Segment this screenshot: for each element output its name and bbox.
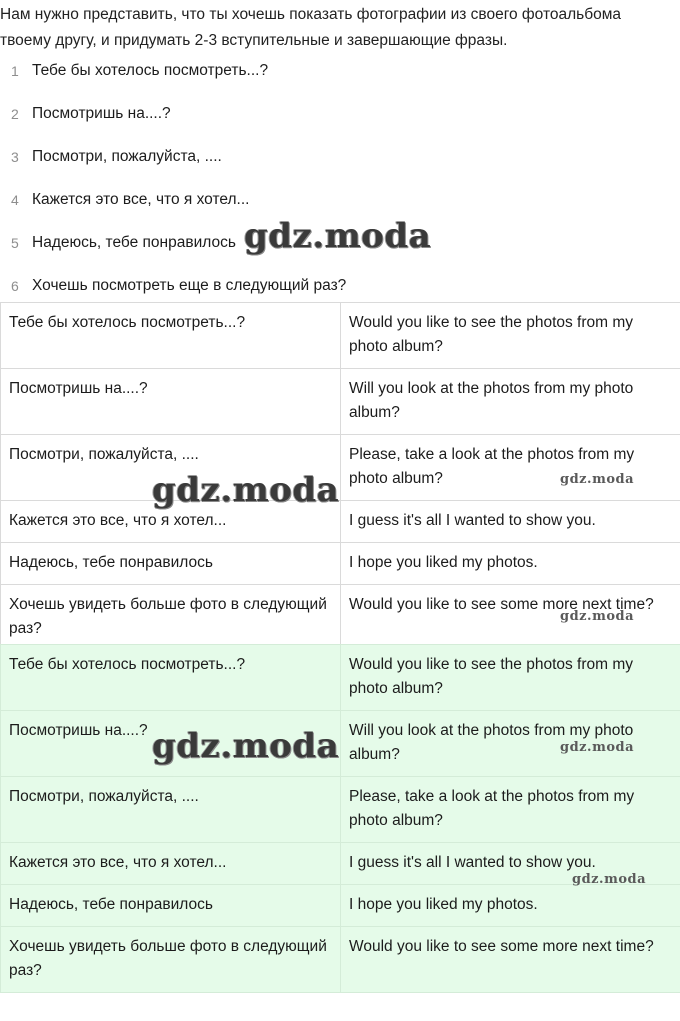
list-number: 4 xyxy=(11,192,19,208)
list-number: 2 xyxy=(11,106,19,122)
list-item xyxy=(0,144,680,187)
russian-cell: Посмотри, пожалуйста, .... xyxy=(1,777,341,843)
russian-cell: Посмотришь на....? xyxy=(1,369,341,435)
table-row xyxy=(1,927,680,993)
watermark: gdz.moda xyxy=(152,726,340,766)
list-item xyxy=(0,58,680,101)
english-cell: Would you like to see some more next time? xyxy=(341,927,680,993)
table-row xyxy=(1,585,680,651)
russian-cell: Посмотри, пожалуйста, .... xyxy=(1,435,341,501)
list-text: Посмотри, пожалуйста, .... xyxy=(32,148,222,165)
english-cell: Will you look at the photos from my photo album? xyxy=(341,369,680,435)
table-row xyxy=(1,885,680,927)
english-cell: I guess it's all I wanted to show you. xyxy=(341,501,680,543)
russian-cell: Хочешь увидеть больше фото в следующий раз? xyxy=(1,927,341,993)
table-row xyxy=(1,369,680,435)
english-cell: Would you like to see the photos from my photo album? xyxy=(341,645,680,711)
list-text: Тебе бы хотелось посмотреть...? xyxy=(32,62,269,79)
list-number: 3 xyxy=(11,149,19,165)
watermark: gdz.moda xyxy=(152,470,340,510)
watermark: gdz.moda xyxy=(560,609,635,624)
list-item xyxy=(0,101,680,144)
intro-paragraph: Нам нужно представить, что ты хочешь показать фотографии из своего фотоальбома твоему другу, и придумать 2-3 вступительные и завершающие фразы. xyxy=(0,6,622,49)
table-row xyxy=(1,777,680,843)
russian-cell: Хочешь увидеть больше фото в следующий раз? xyxy=(1,585,341,651)
table-row xyxy=(1,843,680,885)
list-number: 6 xyxy=(11,278,19,294)
translation-table xyxy=(0,302,680,651)
table-row xyxy=(1,501,680,543)
english-cell: I hope you liked my photos. xyxy=(341,543,680,585)
russian-cell: Посмотришь на....? xyxy=(1,711,341,777)
english-cell: Please, take a look at the photos from my photo album? xyxy=(341,435,680,501)
russian-cell: Кажется это все, что я хотел... xyxy=(1,501,341,543)
list-number: 5 xyxy=(11,235,19,251)
english-cell: Please, take a look at the photos from my photo album? xyxy=(341,777,680,843)
russian-cell: Тебе бы хотелось посмотреть...? xyxy=(1,645,341,711)
english-cell: Would you like to see the photos from my photo album? xyxy=(341,303,680,369)
list-item xyxy=(0,230,680,273)
watermark: gdz.moda xyxy=(560,472,635,487)
table-row xyxy=(1,711,680,777)
watermark: gdz.moda xyxy=(572,872,647,887)
list-text: Посмотришь на....? xyxy=(32,105,171,122)
list-text: Хочешь посмотреть еще в следующий раз? xyxy=(32,277,347,294)
english-cell: Would you like to see some more next time? xyxy=(341,585,680,651)
english-cell: I hope you liked my photos. xyxy=(341,885,680,927)
translation-table-highlighted xyxy=(0,644,680,993)
table-row xyxy=(1,543,680,585)
list-text: Надеюсь, тебе понравилось xyxy=(32,234,236,251)
table-row xyxy=(1,645,680,711)
russian-cell: Тебе бы хотелось посмотреть...? xyxy=(1,303,341,369)
list-number: 1 xyxy=(11,63,19,79)
table-row xyxy=(1,303,680,369)
russian-cell: Кажется это все, что я хотел... xyxy=(1,843,341,885)
russian-cell: Надеюсь, тебе понравилось xyxy=(1,543,341,585)
english-cell: Will you look at the photos from my photo album? xyxy=(341,711,680,777)
watermark: gdz.moda xyxy=(560,740,635,755)
phrase-list xyxy=(0,58,680,316)
watermark: gdz.moda xyxy=(244,216,432,256)
table-row xyxy=(1,435,680,501)
english-cell: I guess it's all I wanted to show you. xyxy=(341,843,680,885)
russian-cell: Надеюсь, тебе понравилось xyxy=(1,885,341,927)
list-item xyxy=(0,187,680,230)
list-text: Кажется это все, что я хотел... xyxy=(32,191,250,208)
